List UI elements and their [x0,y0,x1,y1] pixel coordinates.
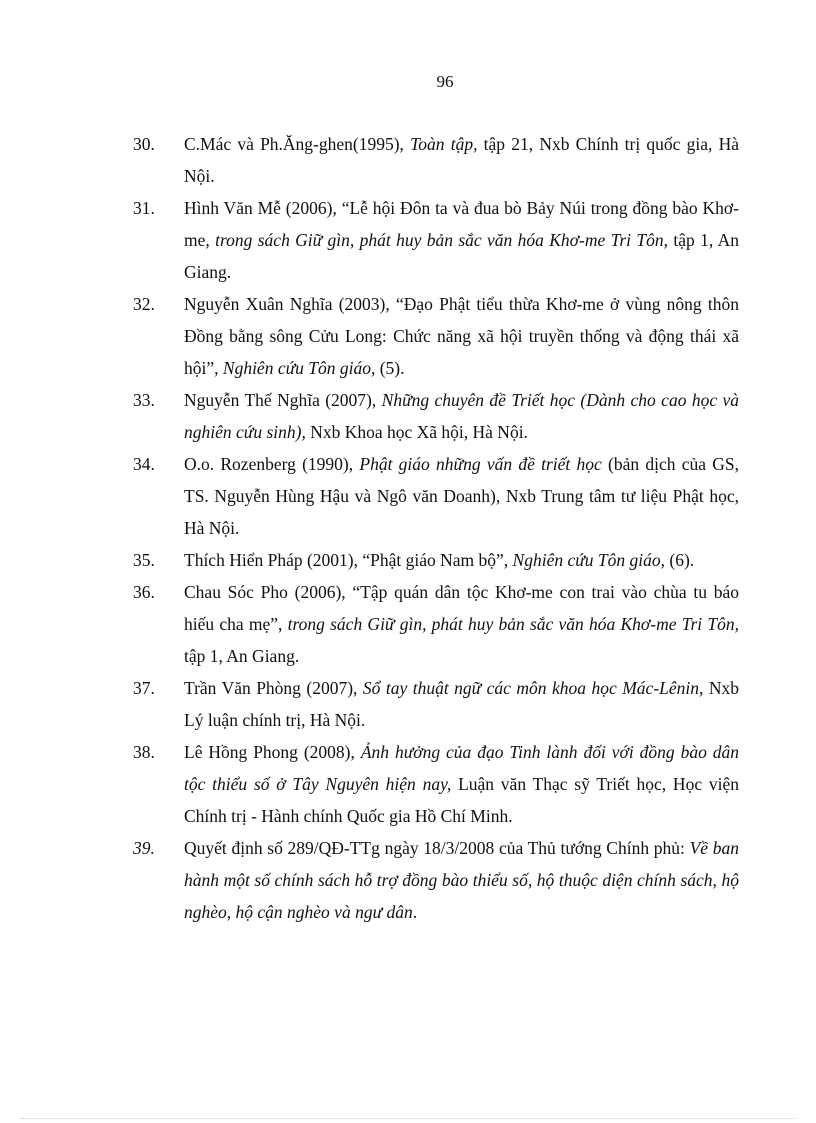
reference-title: Sổ tay thuật ngữ các môn khoa học Mác-Lênin, [362,678,704,698]
reference-segment: (6). [665,550,695,570]
reference-number: 38. [133,742,155,762]
reference-number: 39. [133,838,155,858]
reference-title: Những chuyên đề Triết học (Dành cho cao học và nghiên cứu sinh), [184,390,739,442]
reference-segment: Lê Hồng Phong (2008), [184,742,361,762]
reference-number: 37. [133,678,155,698]
reference-item [133,672,739,736]
reference-title: Nghiên cứu Tôn giáo, [222,358,376,378]
reference-number: 35. [133,550,155,570]
reference-segment: Luận văn Thạc sỹ Triết học, Học viện Chính trị - Hành chính Quốc gia Hồ Chí Minh. [184,774,739,826]
reference-segment: tập 1, An Giang. [184,230,739,282]
reference-segment: tập 21, Nxb Chính trị quốc gia, Hà Nội. [184,134,739,186]
reference-text [184,192,739,288]
reference-title: Về ban hành một số chính sách hỗ trợ đồng bào thiểu số, hộ thuộc diện chính sách, hộ nghèo, hộ cận nghèo và ngư dân [184,838,739,922]
reference-number: 31. [133,198,155,218]
reference-item [133,544,739,576]
reference-number: 36. [133,582,155,602]
reference-text [184,672,739,736]
reference-item [133,384,739,448]
reference-title: Ảnh hưởng của đạo Tinh lành đối với đồng bào dân tộc thiểu số ở Tây Nguyên hiện nay, [184,742,740,794]
reference-segment: Nxb Lý luận chính trị, Hà Nội. [184,678,739,730]
reference-segment: . [412,902,418,922]
reference-number: 33. [133,390,155,410]
reference-text [184,544,739,576]
reference-segment: Nguyễn Xuân Nghĩa (2003), “Đạo Phật tiểu thừa Khơ-me ở vùng nông thôn Đồng bằng sông Cửu Long: Chức năng xã hội truyền thống và động thái xã hội”, [184,294,739,378]
reference-text [184,576,739,672]
reference-title: trong sách Giữ gìn, phát huy bản sắc văn hóa Khơ-me Tri Tôn, [287,614,739,634]
reference-number: 34. [133,454,155,474]
reference-segment: (bản dịch của GS, TS. Nguyễn Hùng Hậu và Ngô văn Doanh), Nxb Trung tâm tư liệu Phật học, Hà Nội. [184,454,739,538]
reference-text [184,288,739,384]
reference-segment: tập 1, An Giang. [184,646,300,666]
reference-item [133,448,739,544]
reference-segment: Quyết định số 289/QĐ-TTg ngày 18/3/2008 của Thủ tướng Chính phủ: [184,838,690,858]
reference-title: Nghiên cứu Tôn giáo, [512,550,666,570]
reference-text [184,832,739,928]
reference-number: 32. [133,294,155,314]
reference-item [133,736,739,832]
reference-text [184,384,739,448]
reference-segment: (5). [375,358,405,378]
reference-title: Phật giáo những vấn đề triết học [359,454,602,474]
reference-item [133,832,739,928]
bottom-dotted-rule [20,1118,796,1119]
reference-title: trong sách Giữ gìn, phát huy bản sắc văn hóa Khơ-me Tri Tôn, [215,230,668,250]
reference-text [184,736,739,832]
reference-list [133,128,739,928]
page-number: 96 [436,72,454,91]
reference-segment: Thích Hiển Pháp (2001), “Phật giáo Nam bộ”, [184,550,513,570]
reference-text [184,128,739,192]
reference-item [133,576,739,672]
reference-item [133,128,739,192]
reference-segment: Nxb Khoa học Xã hội, Hà Nội. [305,422,528,442]
reference-segment: C.Mác và Ph.Ăng-ghen(1995), [184,134,411,154]
reference-number: 30. [133,134,155,154]
reference-text [184,448,739,544]
reference-title: Toàn tập, [410,134,478,154]
reference-segment: O.o. Rozenberg (1990), [184,454,360,474]
reference-item [133,192,739,288]
reference-segment: Nguyễn Thế Nghĩa (2007), [184,390,382,410]
reference-segment: Trần Văn Phòng (2007), [184,678,363,698]
reference-item [133,288,739,384]
reference-segment: Chau Sóc Pho (2006), “Tập quán dân tộc Khơ-me con trai vào chùa tu báo hiếu cha mẹ”, [184,582,739,634]
reference-segment: Hình Văn Mễ (2006), “Lễ hội Đôn ta và đua bò Bảy Núi trong đồng bào Khơ-me, [184,198,739,250]
